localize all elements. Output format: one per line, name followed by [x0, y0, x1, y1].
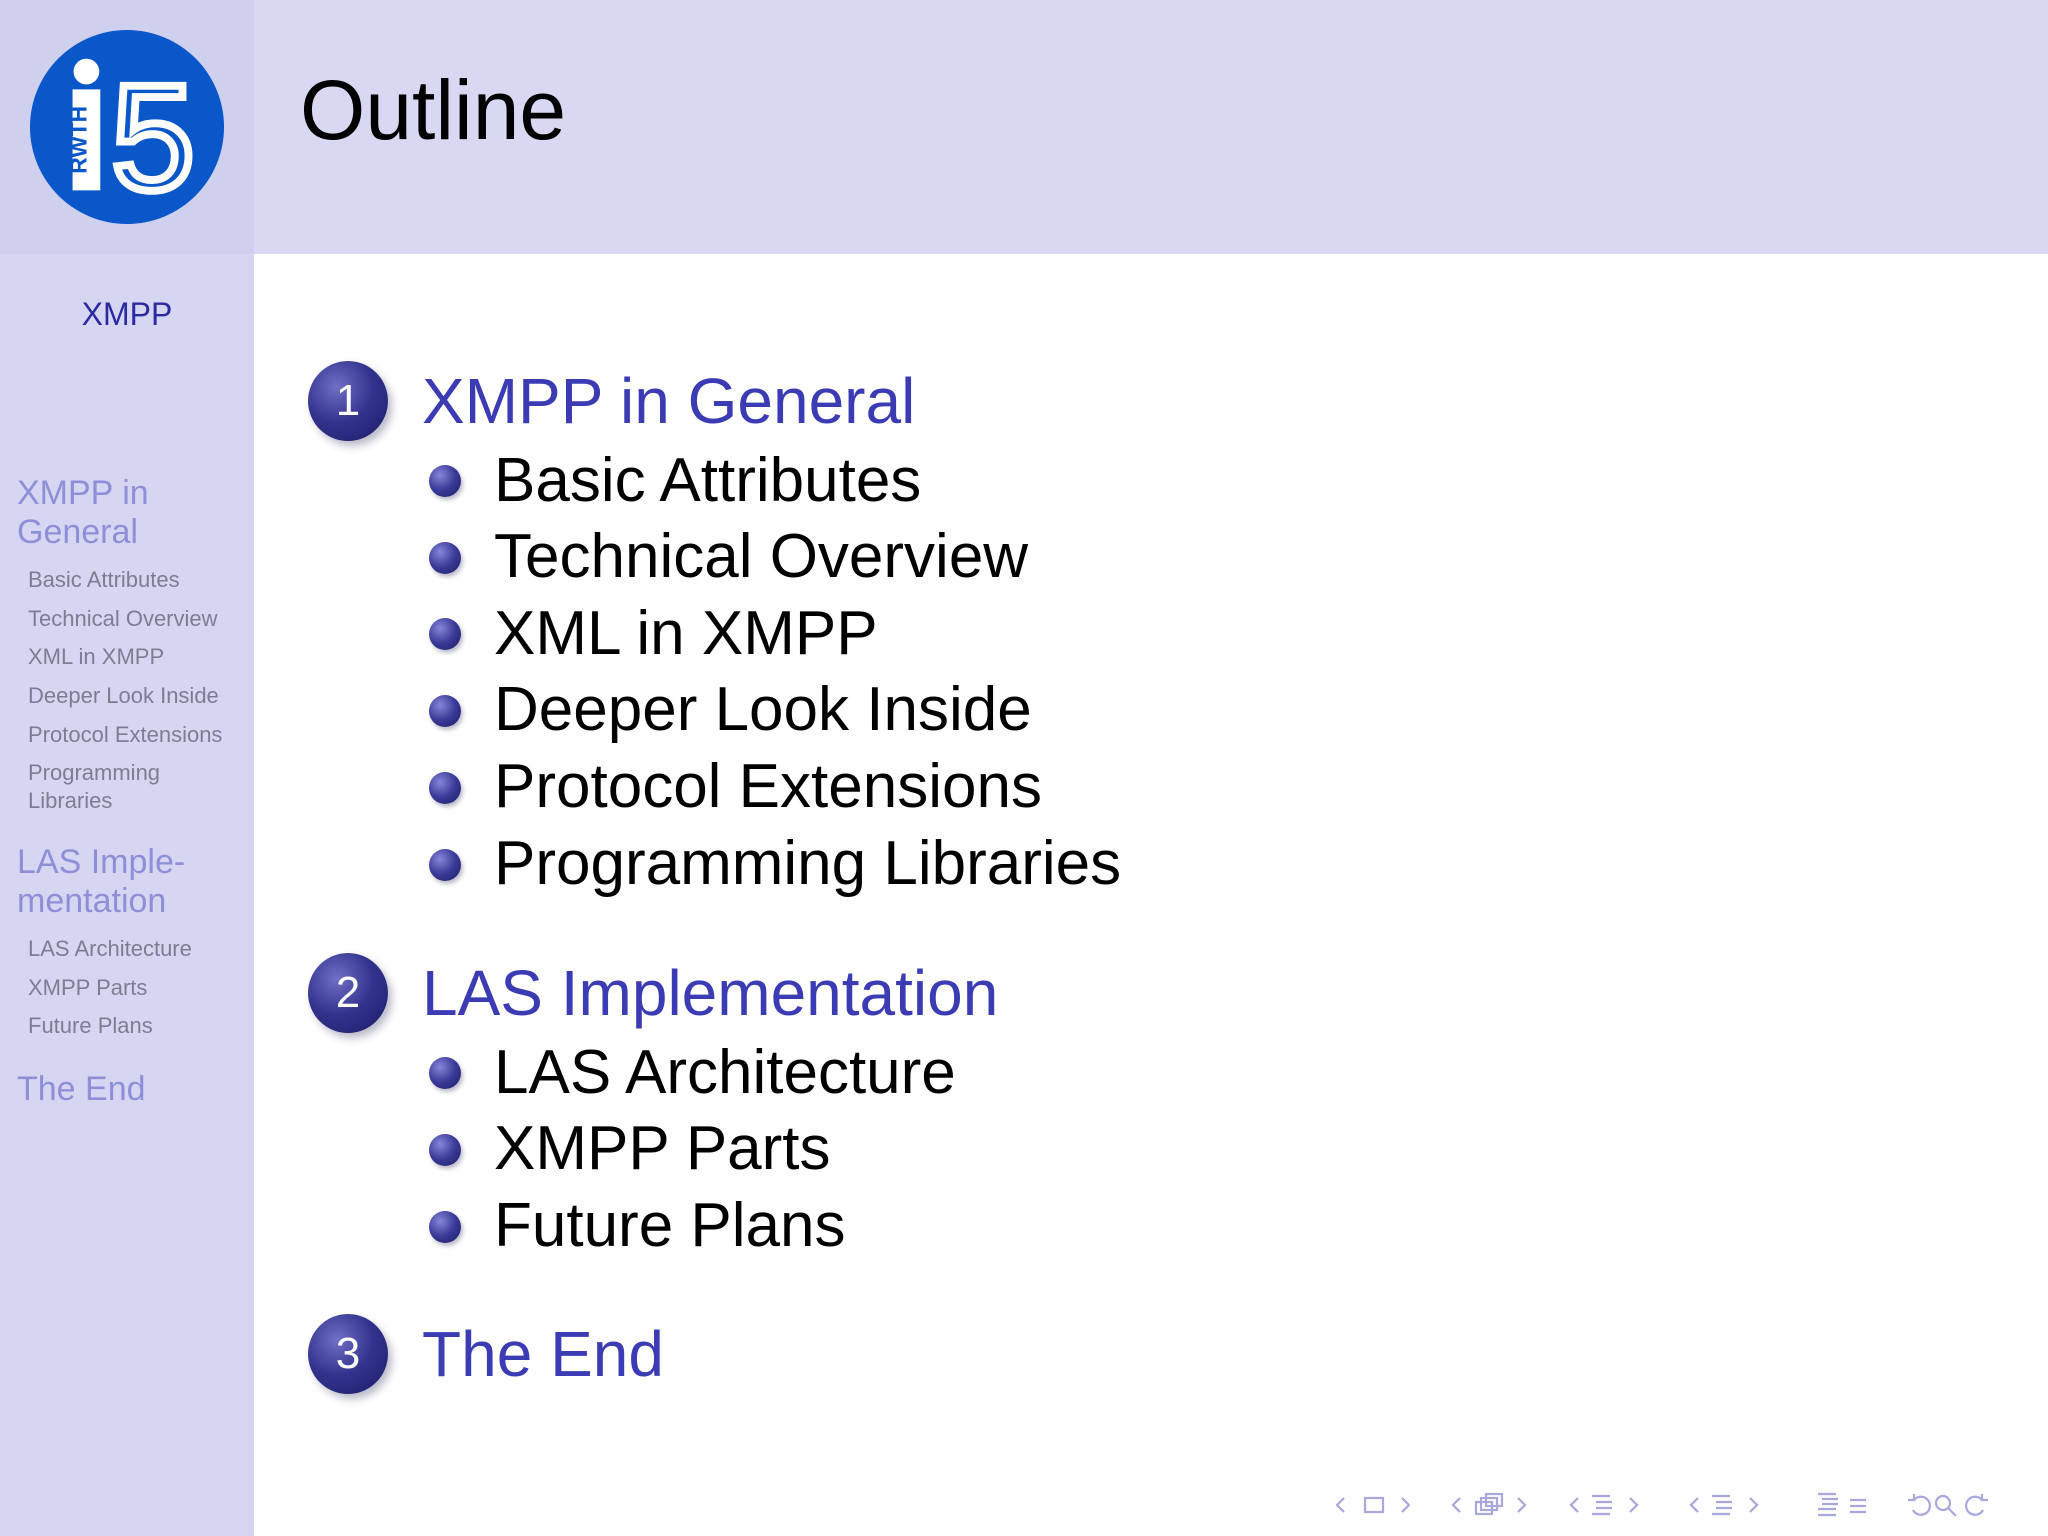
sidebar-section-label: LAS Imple- mentation — [17, 843, 186, 920]
bullet-ball-icon — [429, 465, 461, 497]
document-icon[interactable] — [1818, 1494, 1866, 1515]
back-icon[interactable] — [1908, 1494, 1930, 1515]
slide-icon[interactable] — [1476, 1494, 1502, 1514]
sidebar-subsection-xmpp-parts[interactable]: XMPP Parts — [28, 975, 148, 1000]
prev-frame-icon[interactable] — [1337, 1498, 1344, 1512]
bullet-ball-icon — [429, 772, 461, 804]
sidebar-subsection-basic-attributes[interactable]: Basic Attributes — [28, 567, 180, 592]
beamer-navigation-bar — [1330, 1488, 2040, 1522]
prev-slide-icon[interactable] — [1453, 1498, 1460, 1512]
next-frame-icon[interactable] — [1402, 1498, 1409, 1512]
bullet-ball-icon — [429, 618, 461, 650]
sidebar-section-the-end[interactable] — [17, 1070, 242, 1109]
outline-section-title[interactable]: LAS Implementation — [422, 957, 999, 1029]
sidebar-subsection-las-architecture[interactable]: LAS Architecture — [28, 936, 192, 961]
sidebar-section-las-implementation[interactable] — [17, 843, 207, 921]
sidebar-subsection-future-plans[interactable]: Future Plans — [28, 1013, 153, 1038]
sidebar-subsection-deeper-look-inside[interactable]: Deeper Look Inside — [28, 683, 219, 708]
logo-area — [0, 0, 254, 254]
outline-subsection[interactable]: Protocol Extensions — [494, 752, 1042, 821]
sidebar-section-xmpp-in-general[interactable] — [17, 474, 242, 552]
sidebar — [0, 254, 254, 1536]
outline-content — [254, 254, 2048, 1536]
outline-section-title[interactable]: XMPP in General — [422, 365, 916, 437]
bullet-ball-icon — [429, 695, 461, 727]
sidebar-subsection-xml-in-xmpp[interactable]: XML in XMPP — [28, 644, 165, 669]
outline-subsection[interactable]: LAS Architecture — [494, 1038, 956, 1107]
next-section-icon[interactable] — [1750, 1498, 1757, 1512]
sidebar-subsection-protocol-extensions[interactable]: Protocol Extensions — [28, 722, 223, 747]
sidebar-short-title[interactable]: XMPP — [81, 296, 173, 332]
sidebar-section-label: XMPP in General — [17, 474, 149, 551]
next-slide-icon[interactable] — [1518, 1498, 1525, 1512]
sidebar-subsection-technical-overview[interactable]: Technical Overview — [28, 606, 218, 631]
frame-title: Outline — [300, 63, 567, 157]
outline-section-title[interactable]: The End — [422, 1318, 664, 1390]
rwth-i5-logo — [28, 28, 226, 226]
section-number-ball: 2 — [308, 953, 388, 1033]
prev-section-icon[interactable] — [1691, 1498, 1698, 1512]
prev-subsection-icon[interactable] — [1571, 1498, 1578, 1512]
outline-subsection[interactable]: Programming Libraries — [494, 829, 1122, 898]
frame-icon[interactable] — [1365, 1498, 1383, 1512]
svg-text:RWTH: RWTH — [65, 105, 92, 174]
section-number-ball: 3 — [308, 1314, 388, 1394]
search-icon[interactable] — [1936, 1496, 1956, 1516]
forward-icon[interactable] — [1966, 1494, 1988, 1515]
frame-header — [0, 0, 2048, 254]
outline-subsection[interactable]: Deeper Look Inside — [494, 675, 1032, 744]
outline-subsection[interactable]: Technical Overview — [494, 522, 1029, 591]
sidebar-section-label: The End — [17, 1070, 146, 1108]
next-subsection-icon[interactable] — [1630, 1498, 1637, 1512]
outline-subsection[interactable]: Basic Attributes — [494, 446, 922, 515]
bullet-ball-icon — [429, 849, 461, 881]
outline-subsection[interactable]: XML in XMPP — [494, 599, 878, 668]
subsection-icon[interactable] — [1592, 1496, 1612, 1514]
bullet-ball-icon — [429, 1134, 461, 1166]
bullet-ball-icon — [429, 1057, 461, 1089]
bullet-ball-icon — [429, 1211, 461, 1243]
outline-subsection[interactable]: Future Plans — [494, 1191, 846, 1260]
section-number-ball: 1 — [308, 361, 388, 441]
section-icon[interactable] — [1712, 1496, 1732, 1514]
sidebar-subsection-programming-libraries[interactable]: Programming Libraries — [28, 760, 161, 813]
outline-subsection[interactable]: XMPP Parts — [494, 1114, 831, 1183]
svg-text:5: 5 — [111, 53, 195, 222]
bullet-ball-icon — [429, 542, 461, 574]
